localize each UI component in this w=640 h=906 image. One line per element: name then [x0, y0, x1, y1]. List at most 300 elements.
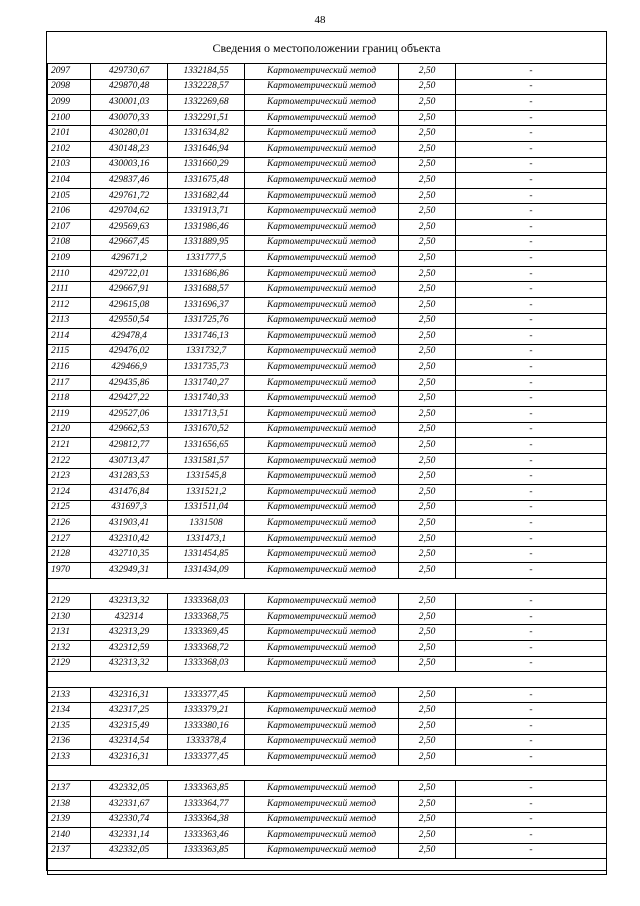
- method-cell: Картометрический метод: [245, 531, 399, 547]
- table-row: [48, 360, 607, 376]
- description-cell: -: [456, 734, 607, 750]
- point-number-cell: 2134: [48, 703, 91, 719]
- x-coordinate-cell: 429837,46: [91, 173, 168, 189]
- point-number-cell: 2121: [48, 438, 91, 454]
- description-cell: -: [456, 141, 607, 157]
- y-coordinate-cell: 1331646,94: [168, 141, 245, 157]
- x-coordinate-cell: 430003,16: [91, 157, 168, 173]
- table-row: [48, 282, 607, 298]
- table-row: [48, 531, 607, 547]
- description-cell: -: [456, 313, 607, 329]
- point-number-cell: 2137: [48, 781, 91, 797]
- y-coordinate-cell: 1331511,04: [168, 500, 245, 516]
- method-cell: Картометрический метод: [245, 251, 399, 267]
- point-number-cell: 2098: [48, 79, 91, 95]
- description-cell: -: [456, 469, 607, 485]
- table-row: [48, 453, 607, 469]
- y-coordinate-cell: 1331732,7: [168, 344, 245, 360]
- group-separator-cell: [48, 578, 607, 594]
- coordinates-table: [47, 63, 607, 875]
- method-cell: Картометрический метод: [245, 609, 399, 625]
- method-cell: Картометрический метод: [245, 219, 399, 235]
- table-row: [48, 828, 607, 844]
- x-coordinate-cell: 429478,4: [91, 329, 168, 345]
- accuracy-cell: 2,50: [399, 95, 456, 111]
- method-cell: Картометрический метод: [245, 344, 399, 360]
- point-number-cell: 2136: [48, 734, 91, 750]
- x-coordinate-cell: 429667,91: [91, 282, 168, 298]
- table-row: [48, 781, 607, 797]
- y-coordinate-cell: 1331660,29: [168, 157, 245, 173]
- description-cell: -: [456, 95, 607, 111]
- table-header: [47, 32, 606, 64]
- accuracy-cell: 2,50: [399, 188, 456, 204]
- accuracy-cell: 2,50: [399, 313, 456, 329]
- description-cell: -: [456, 407, 607, 423]
- description-cell: -: [456, 219, 607, 235]
- description-cell: -: [456, 796, 607, 812]
- method-cell: Картометрический метод: [245, 375, 399, 391]
- description-cell: -: [456, 297, 607, 313]
- x-coordinate-cell: 432330,74: [91, 812, 168, 828]
- accuracy-cell: 2,50: [399, 266, 456, 282]
- table-row: [48, 313, 607, 329]
- accuracy-cell: 2,50: [399, 485, 456, 501]
- accuracy-cell: 2,50: [399, 843, 456, 859]
- accuracy-cell: 2,50: [399, 204, 456, 220]
- accuracy-cell: 2,50: [399, 453, 456, 469]
- table-row: [48, 79, 607, 95]
- accuracy-cell: 2,50: [399, 375, 456, 391]
- point-number-cell: 2138: [48, 796, 91, 812]
- method-cell: Картометрический метод: [245, 750, 399, 766]
- x-coordinate-cell: 429527,06: [91, 407, 168, 423]
- y-coordinate-cell: 1332291,51: [168, 110, 245, 126]
- group-separator-row: [48, 765, 607, 781]
- point-number-cell: 2122: [48, 453, 91, 469]
- accuracy-cell: 2,50: [399, 703, 456, 719]
- method-cell: Картометрический метод: [245, 141, 399, 157]
- table-row: [48, 219, 607, 235]
- accuracy-cell: 2,50: [399, 407, 456, 423]
- accuracy-cell: 2,50: [399, 516, 456, 532]
- method-cell: Картометрический метод: [245, 703, 399, 719]
- accuracy-cell: 2,50: [399, 640, 456, 656]
- description-cell: -: [456, 485, 607, 501]
- table-row: [48, 126, 607, 142]
- table-row: [48, 329, 607, 345]
- point-number-cell: 2117: [48, 375, 91, 391]
- point-number-cell: 2104: [48, 173, 91, 189]
- point-number-cell: 2115: [48, 344, 91, 360]
- description-cell: -: [456, 594, 607, 610]
- method-cell: Картометрический метод: [245, 126, 399, 142]
- y-coordinate-cell: 1333368,72: [168, 640, 245, 656]
- method-cell: Картометрический метод: [245, 734, 399, 750]
- description-cell: -: [456, 64, 607, 80]
- point-number-cell: 2106: [48, 204, 91, 220]
- method-cell: Картометрический метод: [245, 656, 399, 672]
- method-cell: Картометрический метод: [245, 204, 399, 220]
- accuracy-cell: 2,50: [399, 235, 456, 251]
- accuracy-cell: 2,50: [399, 594, 456, 610]
- table-trailing-row: [48, 859, 607, 875]
- table-row: [48, 594, 607, 610]
- method-cell: Картометрический метод: [245, 625, 399, 641]
- description-cell: -: [456, 266, 607, 282]
- y-coordinate-cell: 1331521,2: [168, 485, 245, 501]
- point-number-cell: 2129: [48, 656, 91, 672]
- y-coordinate-cell: 1333378,4: [168, 734, 245, 750]
- x-coordinate-cell: 429662,53: [91, 422, 168, 438]
- y-coordinate-cell: 1333377,45: [168, 687, 245, 703]
- point-number-cell: 2101: [48, 126, 91, 142]
- y-coordinate-cell: 1331696,37: [168, 297, 245, 313]
- point-number-cell: 2110: [48, 266, 91, 282]
- description-cell: -: [456, 438, 607, 454]
- point-number-cell: 2113: [48, 313, 91, 329]
- accuracy-cell: 2,50: [399, 656, 456, 672]
- table-row: [48, 625, 607, 641]
- accuracy-cell: 2,50: [399, 173, 456, 189]
- accuracy-cell: 2,50: [399, 391, 456, 407]
- description-cell: -: [456, 500, 607, 516]
- method-cell: Картометрический метод: [245, 157, 399, 173]
- y-coordinate-cell: 1331725,76: [168, 313, 245, 329]
- accuracy-cell: 2,50: [399, 141, 456, 157]
- x-coordinate-cell: 429569,63: [91, 219, 168, 235]
- description-cell: -: [456, 79, 607, 95]
- method-cell: Картометрический метод: [245, 500, 399, 516]
- point-number-cell: 2130: [48, 609, 91, 625]
- method-cell: Картометрический метод: [245, 781, 399, 797]
- y-coordinate-cell: 1331682,44: [168, 188, 245, 204]
- point-number-cell: 2116: [48, 360, 91, 376]
- coordinates-table-body: [48, 64, 607, 875]
- table-row: [48, 422, 607, 438]
- y-coordinate-cell: 1333379,21: [168, 703, 245, 719]
- description-cell: -: [456, 781, 607, 797]
- y-coordinate-cell: 1333364,77: [168, 796, 245, 812]
- method-cell: Картометрический метод: [245, 391, 399, 407]
- table-row: [48, 656, 607, 672]
- page-number: 48: [314, 14, 326, 26]
- boundary-table-frame: [46, 31, 607, 871]
- y-coordinate-cell: 1333363,85: [168, 843, 245, 859]
- table-row: [48, 796, 607, 812]
- x-coordinate-cell: 429761,72: [91, 188, 168, 204]
- description-cell: -: [456, 453, 607, 469]
- x-coordinate-cell: 429466,9: [91, 360, 168, 376]
- method-cell: Картометрический метод: [245, 640, 399, 656]
- x-coordinate-cell: 429704,62: [91, 204, 168, 220]
- table-row: [48, 438, 607, 454]
- y-coordinate-cell: 1332228,57: [168, 79, 245, 95]
- table-row: [48, 188, 607, 204]
- point-number-cell: 2140: [48, 828, 91, 844]
- x-coordinate-cell: 429435,86: [91, 375, 168, 391]
- method-cell: Картометрический метод: [245, 438, 399, 454]
- point-number-cell: 2127: [48, 531, 91, 547]
- accuracy-cell: 2,50: [399, 282, 456, 298]
- point-number-cell: 2119: [48, 407, 91, 423]
- x-coordinate-cell: 432710,35: [91, 547, 168, 563]
- method-cell: Картометрический метод: [245, 235, 399, 251]
- table-row: [48, 407, 607, 423]
- point-number-cell: 2139: [48, 812, 91, 828]
- method-cell: Картометрический метод: [245, 266, 399, 282]
- method-cell: Картометрический метод: [245, 453, 399, 469]
- method-cell: Картометрический метод: [245, 282, 399, 298]
- method-cell: Картометрический метод: [245, 516, 399, 532]
- y-coordinate-cell: 1331746,13: [168, 329, 245, 345]
- accuracy-cell: 2,50: [399, 750, 456, 766]
- description-cell: -: [456, 375, 607, 391]
- accuracy-cell: 2,50: [399, 796, 456, 812]
- table-row: [48, 251, 607, 267]
- group-separator-cell: [48, 672, 607, 688]
- description-cell: -: [456, 640, 607, 656]
- x-coordinate-cell: 430713,47: [91, 453, 168, 469]
- accuracy-cell: 2,50: [399, 531, 456, 547]
- accuracy-cell: 2,50: [399, 718, 456, 734]
- y-coordinate-cell: 1331656,65: [168, 438, 245, 454]
- x-coordinate-cell: 429427,22: [91, 391, 168, 407]
- group-separator-cell: [48, 765, 607, 781]
- description-cell: -: [456, 609, 607, 625]
- accuracy-cell: 2,50: [399, 251, 456, 267]
- y-coordinate-cell: 1333369,45: [168, 625, 245, 641]
- point-number-cell: 2128: [48, 547, 91, 563]
- point-number-cell: 2118: [48, 391, 91, 407]
- description-cell: -: [456, 110, 607, 126]
- accuracy-cell: 2,50: [399, 609, 456, 625]
- accuracy-cell: 2,50: [399, 422, 456, 438]
- description-cell: -: [456, 750, 607, 766]
- method-cell: Картометрический метод: [245, 313, 399, 329]
- y-coordinate-cell: 1331913,71: [168, 204, 245, 220]
- table-row: [48, 500, 607, 516]
- x-coordinate-cell: 431283,53: [91, 469, 168, 485]
- x-coordinate-cell: 432312,59: [91, 640, 168, 656]
- accuracy-cell: 2,50: [399, 625, 456, 641]
- table-row: [48, 235, 607, 251]
- accuracy-cell: 2,50: [399, 157, 456, 173]
- table-row: [48, 718, 607, 734]
- description-cell: -: [456, 718, 607, 734]
- accuracy-cell: 2,50: [399, 828, 456, 844]
- description-cell: -: [456, 282, 607, 298]
- description-cell: -: [456, 516, 607, 532]
- y-coordinate-cell: 1332269,68: [168, 95, 245, 111]
- description-cell: -: [456, 563, 607, 579]
- table-row: [48, 734, 607, 750]
- y-coordinate-cell: 1331686,86: [168, 266, 245, 282]
- table-row: [48, 640, 607, 656]
- y-coordinate-cell: 1331889,95: [168, 235, 245, 251]
- y-coordinate-cell: 1331454,85: [168, 547, 245, 563]
- accuracy-cell: 2,50: [399, 110, 456, 126]
- y-coordinate-cell: 1331508: [168, 516, 245, 532]
- y-coordinate-cell: 1333380,16: [168, 718, 245, 734]
- x-coordinate-cell: 432313,32: [91, 656, 168, 672]
- accuracy-cell: 2,50: [399, 329, 456, 345]
- point-number-cell: 2129: [48, 594, 91, 610]
- table-row: [48, 95, 607, 111]
- x-coordinate-cell: 432949,31: [91, 563, 168, 579]
- table-row: [48, 297, 607, 313]
- point-number-cell: 2120: [48, 422, 91, 438]
- point-number-cell: 2108: [48, 235, 91, 251]
- point-number-cell: 2133: [48, 750, 91, 766]
- description-cell: -: [456, 204, 607, 220]
- point-number-cell: 2124: [48, 485, 91, 501]
- y-coordinate-cell: 1331740,33: [168, 391, 245, 407]
- method-cell: Картометрический метод: [245, 563, 399, 579]
- table-row: [48, 609, 607, 625]
- description-cell: -: [456, 157, 607, 173]
- accuracy-cell: 2,50: [399, 126, 456, 142]
- table-row: [48, 516, 607, 532]
- x-coordinate-cell: 432315,49: [91, 718, 168, 734]
- y-coordinate-cell: 1333368,03: [168, 594, 245, 610]
- x-coordinate-cell: 429667,45: [91, 235, 168, 251]
- method-cell: Картометрический метод: [245, 297, 399, 313]
- point-number-cell: 2123: [48, 469, 91, 485]
- table-row: [48, 157, 607, 173]
- y-coordinate-cell: 1331735,73: [168, 360, 245, 376]
- description-cell: -: [456, 173, 607, 189]
- x-coordinate-cell: 432332,05: [91, 843, 168, 859]
- accuracy-cell: 2,50: [399, 500, 456, 516]
- accuracy-cell: 2,50: [399, 64, 456, 80]
- point-number-cell: 2135: [48, 718, 91, 734]
- table-row: [48, 391, 607, 407]
- y-coordinate-cell: 1331545,8: [168, 469, 245, 485]
- description-cell: -: [456, 625, 607, 641]
- table-row: [48, 843, 607, 859]
- point-number-cell: 2114: [48, 329, 91, 345]
- description-cell: -: [456, 235, 607, 251]
- x-coordinate-cell: 431903,41: [91, 516, 168, 532]
- description-cell: -: [456, 391, 607, 407]
- point-number-cell: 1970: [48, 563, 91, 579]
- method-cell: Картометрический метод: [245, 843, 399, 859]
- x-coordinate-cell: 430280,01: [91, 126, 168, 142]
- x-coordinate-cell: 432313,29: [91, 625, 168, 641]
- table-row: [48, 687, 607, 703]
- x-coordinate-cell: 429730,67: [91, 64, 168, 80]
- point-number-cell: 2111: [48, 282, 91, 298]
- accuracy-cell: 2,50: [399, 687, 456, 703]
- table-row: [48, 375, 607, 391]
- description-cell: -: [456, 687, 607, 703]
- x-coordinate-cell: 432314: [91, 609, 168, 625]
- accuracy-cell: 2,50: [399, 297, 456, 313]
- y-coordinate-cell: 1333368,03: [168, 656, 245, 672]
- method-cell: Картометрический метод: [245, 594, 399, 610]
- x-coordinate-cell: 432331,67: [91, 796, 168, 812]
- table-row: [48, 750, 607, 766]
- point-number-cell: 2103: [48, 157, 91, 173]
- table-row: [48, 344, 607, 360]
- table-row: [48, 110, 607, 126]
- x-coordinate-cell: 432310,42: [91, 531, 168, 547]
- table-row: [48, 204, 607, 220]
- y-coordinate-cell: 1331740,27: [168, 375, 245, 391]
- description-cell: -: [456, 547, 607, 563]
- table-row: [48, 266, 607, 282]
- y-coordinate-cell: 1331670,52: [168, 422, 245, 438]
- accuracy-cell: 2,50: [399, 734, 456, 750]
- table-row: [48, 64, 607, 80]
- table-row: [48, 141, 607, 157]
- y-coordinate-cell: 1331581,57: [168, 453, 245, 469]
- method-cell: Картометрический метод: [245, 188, 399, 204]
- description-cell: -: [456, 703, 607, 719]
- y-coordinate-cell: 1331777,5: [168, 251, 245, 267]
- accuracy-cell: 2,50: [399, 547, 456, 563]
- method-cell: Картометрический метод: [245, 360, 399, 376]
- x-coordinate-cell: 430070,33: [91, 110, 168, 126]
- description-cell: -: [456, 843, 607, 859]
- accuracy-cell: 2,50: [399, 344, 456, 360]
- accuracy-cell: 2,50: [399, 360, 456, 376]
- point-number-cell: 2107: [48, 219, 91, 235]
- accuracy-cell: 2,50: [399, 79, 456, 95]
- method-cell: Картометрический метод: [245, 110, 399, 126]
- method-cell: Картометрический метод: [245, 79, 399, 95]
- accuracy-cell: 2,50: [399, 781, 456, 797]
- x-coordinate-cell: 432313,32: [91, 594, 168, 610]
- x-coordinate-cell: 430148,23: [91, 141, 168, 157]
- y-coordinate-cell: 1333363,85: [168, 781, 245, 797]
- x-coordinate-cell: 432331,14: [91, 828, 168, 844]
- accuracy-cell: 2,50: [399, 469, 456, 485]
- description-cell: -: [456, 422, 607, 438]
- method-cell: Картометрический метод: [245, 828, 399, 844]
- x-coordinate-cell: 429476,02: [91, 344, 168, 360]
- method-cell: Картометрический метод: [245, 718, 399, 734]
- method-cell: Картометрический метод: [245, 95, 399, 111]
- y-coordinate-cell: 1333377,45: [168, 750, 245, 766]
- y-coordinate-cell: 1331675,48: [168, 173, 245, 189]
- accuracy-cell: 2,50: [399, 812, 456, 828]
- x-coordinate-cell: 430001,03: [91, 95, 168, 111]
- description-cell: -: [456, 126, 607, 142]
- table-row: [48, 547, 607, 563]
- y-coordinate-cell: 1331634,82: [168, 126, 245, 142]
- x-coordinate-cell: 432316,31: [91, 687, 168, 703]
- x-coordinate-cell: 432332,05: [91, 781, 168, 797]
- method-cell: Картометрический метод: [245, 64, 399, 80]
- description-cell: -: [456, 828, 607, 844]
- y-coordinate-cell: 1333368,75: [168, 609, 245, 625]
- point-number-cell: 2100: [48, 110, 91, 126]
- method-cell: Картометрический метод: [245, 547, 399, 563]
- x-coordinate-cell: 432314,54: [91, 734, 168, 750]
- point-number-cell: 2133: [48, 687, 91, 703]
- y-coordinate-cell: 1332184,55: [168, 64, 245, 80]
- x-coordinate-cell: 429870,48: [91, 79, 168, 95]
- point-number-cell: 2105: [48, 188, 91, 204]
- point-number-cell: 2102: [48, 141, 91, 157]
- x-coordinate-cell: 429615,08: [91, 297, 168, 313]
- description-cell: -: [456, 344, 607, 360]
- y-coordinate-cell: 1333364,38: [168, 812, 245, 828]
- point-number-cell: 2132: [48, 640, 91, 656]
- description-cell: -: [456, 360, 607, 376]
